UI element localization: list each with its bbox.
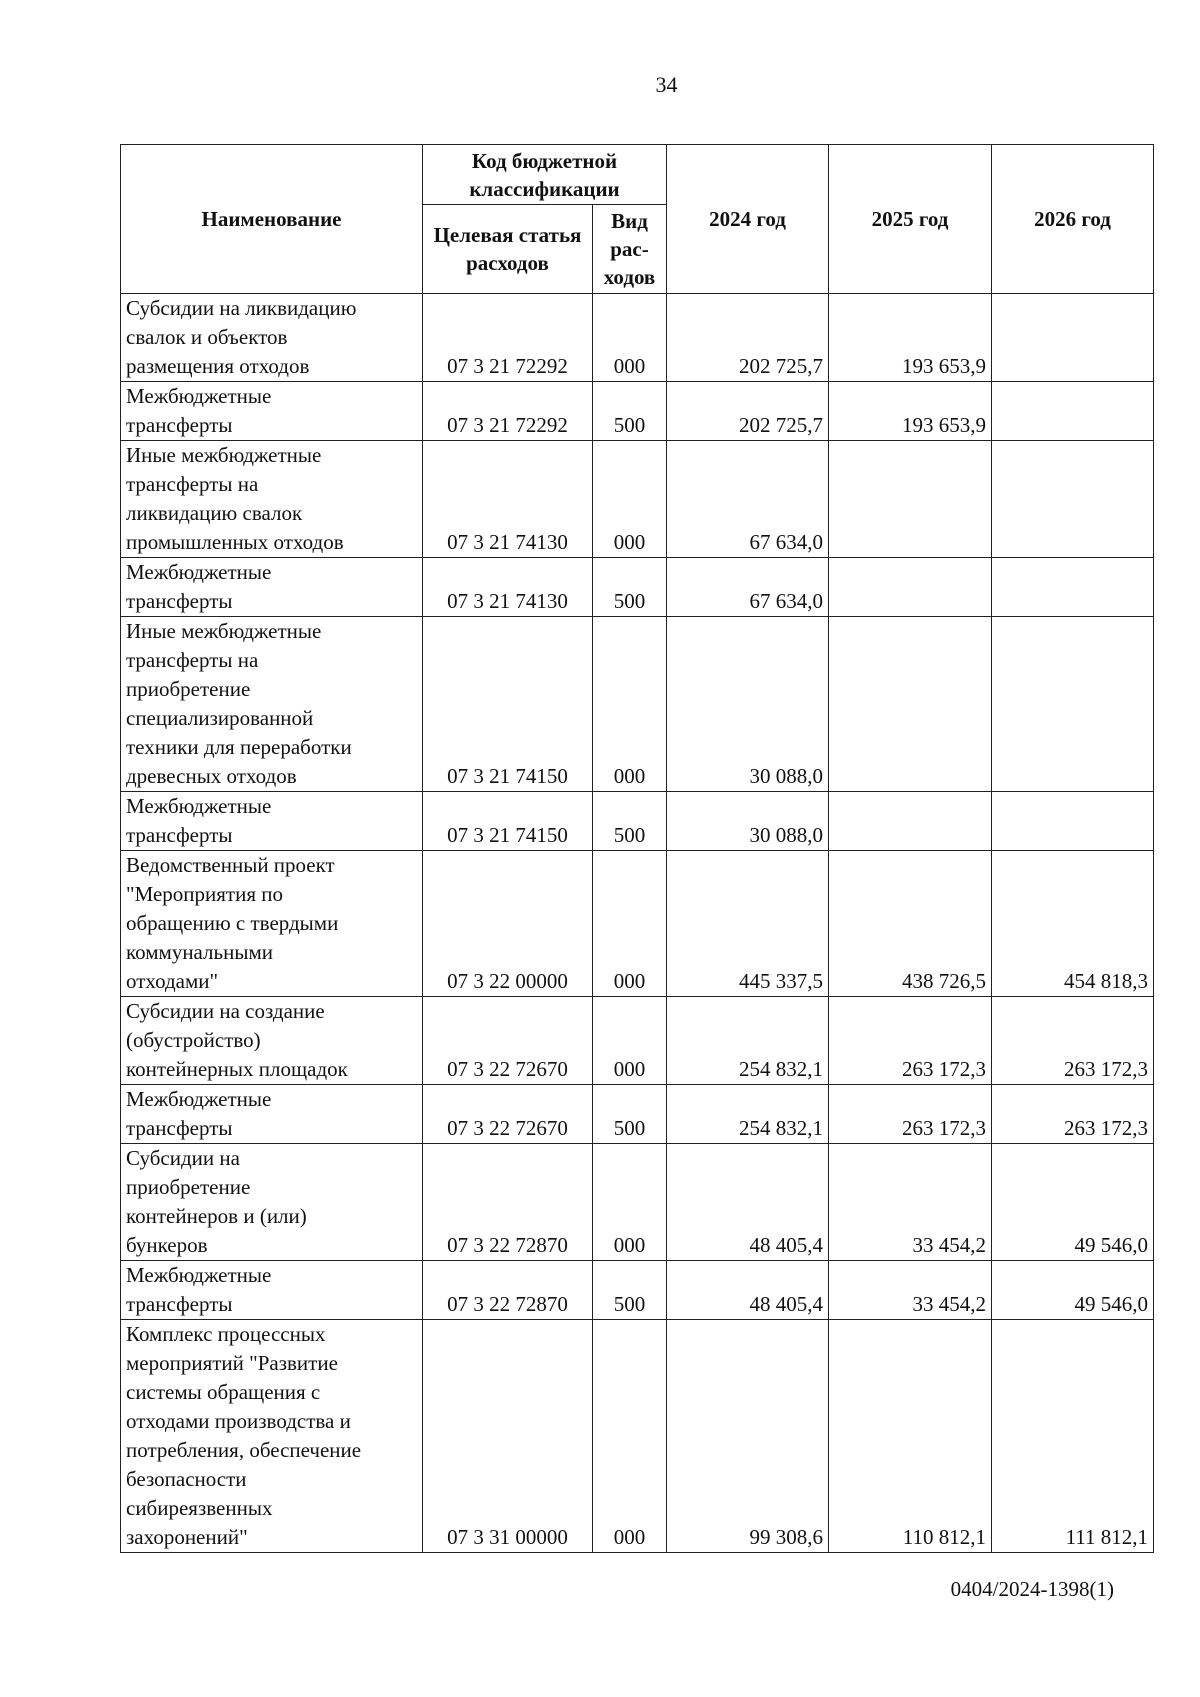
table-row bbox=[121, 441, 1154, 558]
row-target-code: 07 3 31 00000 bbox=[423, 1320, 593, 1553]
row-name: Межбюджетные трансферты bbox=[121, 792, 423, 851]
row-target-code: 07 3 21 72292 bbox=[423, 382, 593, 441]
row-expense-type: 000 bbox=[593, 617, 667, 792]
row-expense-type: 500 bbox=[593, 1261, 667, 1320]
row-value-2026: 49 546,0 bbox=[992, 1261, 1154, 1320]
table-row bbox=[121, 1261, 1154, 1320]
table-row bbox=[121, 851, 1154, 997]
row-name: Иные межбюджетные трансферты на приобретение специализированной техники для переработки древесных отходов bbox=[121, 617, 423, 792]
row-value-2024: 30 088,0 bbox=[667, 792, 829, 851]
row-expense-type: 500 bbox=[593, 382, 667, 441]
table-row bbox=[121, 1144, 1154, 1261]
row-expense-type: 000 bbox=[593, 441, 667, 558]
row-expense-type: 000 bbox=[593, 1144, 667, 1261]
header-name: Наименование bbox=[121, 145, 423, 294]
row-value-2025: 110 812,1 bbox=[829, 1320, 992, 1553]
row-value-2024: 67 634,0 bbox=[667, 558, 829, 617]
row-value-2025: 263 172,3 bbox=[829, 997, 992, 1085]
table-row bbox=[121, 1320, 1154, 1553]
row-value-2024: 254 832,1 bbox=[667, 1085, 829, 1144]
row-value-2026 bbox=[992, 382, 1154, 441]
row-value-2024: 48 405,4 bbox=[667, 1261, 829, 1320]
row-target-code: 07 3 21 74130 bbox=[423, 441, 593, 558]
row-name: Субсидии на создание (обустройство) контейнерных площадок bbox=[121, 997, 423, 1085]
row-value-2025 bbox=[829, 558, 992, 617]
row-value-2025 bbox=[829, 617, 992, 792]
row-value-2025: 263 172,3 bbox=[829, 1085, 992, 1144]
row-expense-type: 500 bbox=[593, 558, 667, 617]
row-value-2024: 30 088,0 bbox=[667, 617, 829, 792]
row-value-2026: 111 812,1 bbox=[992, 1320, 1154, 1553]
row-target-code: 07 3 21 74150 bbox=[423, 617, 593, 792]
row-value-2024: 48 405,4 bbox=[667, 1144, 829, 1261]
row-value-2024: 67 634,0 bbox=[667, 441, 829, 558]
header-target-article: Целевая статья расходов bbox=[423, 205, 593, 294]
row-value-2025 bbox=[829, 792, 992, 851]
row-target-code: 07 3 22 72870 bbox=[423, 1144, 593, 1261]
row-target-code: 07 3 22 72670 bbox=[423, 997, 593, 1085]
row-value-2026 bbox=[992, 441, 1154, 558]
document-code: 0404/2024-1398(1) bbox=[950, 1577, 1114, 1601]
table-row bbox=[121, 382, 1154, 441]
row-target-code: 07 3 21 74150 bbox=[423, 792, 593, 851]
row-expense-type: 500 bbox=[593, 1085, 667, 1144]
row-value-2025: 193 653,9 bbox=[829, 294, 992, 382]
row-name: Субсидии на ликвидацию свалок и объектов размещения отходов bbox=[121, 294, 423, 382]
row-name: Межбюджетные трансферты bbox=[121, 1085, 423, 1144]
table-body bbox=[121, 294, 1154, 1553]
row-target-code: 07 3 22 72870 bbox=[423, 1261, 593, 1320]
page-number: 34 bbox=[655, 72, 678, 97]
row-name: Иные межбюджетные трансферты на ликвидацию свалок промышленных отходов bbox=[121, 441, 423, 558]
row-name: Межбюджетные трансферты bbox=[121, 558, 423, 617]
row-expense-type: 000 bbox=[593, 997, 667, 1085]
row-value-2026: 454 818,3 bbox=[992, 851, 1154, 997]
row-value-2026 bbox=[992, 617, 1154, 792]
table-row bbox=[121, 294, 1154, 382]
row-value-2024: 99 308,6 bbox=[667, 1320, 829, 1553]
row-value-2025: 33 454,2 bbox=[829, 1261, 992, 1320]
row-value-2024: 202 725,7 bbox=[667, 382, 829, 441]
row-value-2026 bbox=[992, 558, 1154, 617]
row-value-2025: 193 653,9 bbox=[829, 382, 992, 441]
table-row bbox=[121, 997, 1154, 1085]
row-name: Межбюджетные трансферты bbox=[121, 1261, 423, 1320]
table-row bbox=[121, 1085, 1154, 1144]
row-expense-type: 500 bbox=[593, 792, 667, 851]
row-target-code: 07 3 22 72670 bbox=[423, 1085, 593, 1144]
row-name: Ведомственный проект "Мероприятия по обращению с твердыми коммунальными отходами" bbox=[121, 851, 423, 997]
table-header bbox=[121, 145, 1154, 294]
table-row bbox=[121, 617, 1154, 792]
header-code-group: Код бюджетной классификации bbox=[423, 145, 667, 205]
header-year-2026: 2026 год bbox=[992, 145, 1154, 294]
row-value-2026: 49 546,0 bbox=[992, 1144, 1154, 1261]
row-value-2026 bbox=[992, 294, 1154, 382]
row-value-2025 bbox=[829, 441, 992, 558]
table-row bbox=[121, 792, 1154, 851]
row-value-2026 bbox=[992, 792, 1154, 851]
header-expense-type: Вид рас- ходов bbox=[593, 205, 667, 294]
row-name: Межбюджетные трансферты bbox=[121, 382, 423, 441]
row-value-2024: 202 725,7 bbox=[667, 294, 829, 382]
table-row bbox=[121, 558, 1154, 617]
row-target-code: 07 3 22 00000 bbox=[423, 851, 593, 997]
row-value-2026: 263 172,3 bbox=[992, 997, 1154, 1085]
row-expense-type: 000 bbox=[593, 1320, 667, 1553]
row-name: Субсидии на приобретение контейнеров и (или) бункеров bbox=[121, 1144, 423, 1261]
row-expense-type: 000 bbox=[593, 851, 667, 997]
header-year-2025: 2025 год bbox=[829, 145, 992, 294]
row-value-2025: 33 454,2 bbox=[829, 1144, 992, 1261]
row-value-2026: 263 172,3 bbox=[992, 1085, 1154, 1144]
row-value-2024: 254 832,1 bbox=[667, 997, 829, 1085]
header-year-2024: 2024 год bbox=[667, 145, 829, 294]
row-value-2025: 438 726,5 bbox=[829, 851, 992, 997]
row-target-code: 07 3 21 74130 bbox=[423, 558, 593, 617]
budget-table bbox=[120, 144, 1154, 1553]
row-target-code: 07 3 21 72292 bbox=[423, 294, 593, 382]
row-expense-type: 000 bbox=[593, 294, 667, 382]
row-name: Комплекс процессных мероприятий "Развитие системы обращения с отходами производства и потребления, обеспечение безопасности сибиреязвенных захоронений" bbox=[121, 1320, 423, 1553]
row-value-2024: 445 337,5 bbox=[667, 851, 829, 997]
